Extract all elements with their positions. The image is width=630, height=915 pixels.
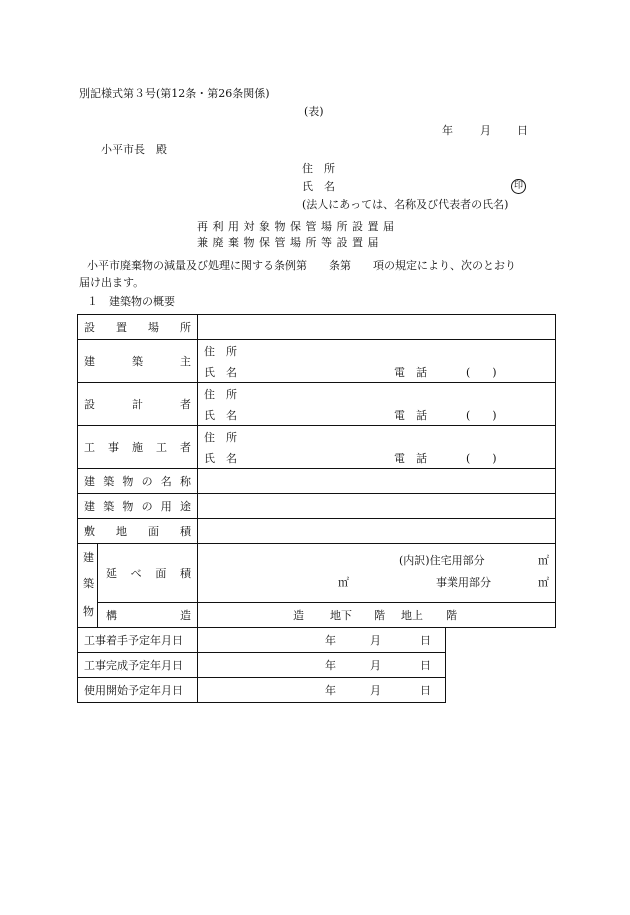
row-floor-area — [78, 544, 556, 603]
addressee: 小平市長 殿 — [101, 143, 167, 156]
row-owner — [78, 340, 556, 383]
structure-label: 構 造 — [98, 603, 198, 628]
row-start-date — [78, 628, 556, 653]
basement-label: 地下 — [330, 609, 352, 622]
use-month-label: 月 — [370, 684, 381, 697]
use-year-label: 年 — [325, 684, 336, 697]
blank-cell — [446, 678, 556, 703]
above-ground-floors-label: 階 — [446, 609, 457, 622]
designer-phone-label: 電 話 — [394, 409, 427, 422]
owner-field[interactable] — [198, 340, 556, 383]
business-part-label: 事業用部分 — [436, 576, 491, 589]
row-site-area — [78, 519, 556, 544]
completion-day-label: 日 — [420, 659, 431, 672]
row-contractor — [78, 426, 556, 469]
row-designer — [78, 383, 556, 426]
section-heading: １ 建築物の概要 — [87, 295, 175, 308]
owner-name-label: 氏 名 — [204, 366, 237, 379]
applicant-name-label: 氏 名 — [302, 180, 335, 193]
floor-area-label: 延 べ 面 積 — [98, 544, 198, 603]
location-label: 設 置 場 所 — [78, 315, 198, 340]
building-use-label: 建 築 物 の 用 途 — [78, 494, 198, 519]
start-year-label: 年 — [325, 634, 336, 647]
designer-field[interactable] — [198, 383, 556, 426]
applicant-address-label: 住 所 — [302, 162, 335, 175]
use-start-date-label: 使用開始予定年月日 — [78, 678, 198, 703]
building-overview-table — [77, 314, 556, 703]
use-start-date-field[interactable] — [198, 678, 446, 703]
completion-year-label: 年 — [325, 659, 336, 672]
intro-line2: 届け出ます。 — [79, 276, 145, 289]
contractor-label: 工 事 施 工 者 — [78, 426, 198, 469]
row-completion-date — [78, 653, 556, 678]
residential-part-label: (内訳)住宅用部分 — [399, 554, 485, 567]
row-location — [78, 315, 556, 340]
document-title-line1: 再 利 用 対 象 物 保 管 場 所 設 置 届 — [197, 220, 395, 233]
above-ground-label: 地上 — [401, 609, 423, 622]
business-sqm: ㎡ — [538, 576, 549, 589]
form-side: (表) — [304, 105, 324, 118]
start-date-field[interactable] — [198, 628, 446, 653]
intro-line1: 小平市廃棄物の減量及び処理に関する条例第 条第 項の規定により、次のとおり — [87, 259, 516, 272]
contractor-phone-label: 電 話 — [394, 452, 427, 465]
designer-label: 設 計 者 — [78, 383, 198, 426]
building-use-field[interactable] — [198, 494, 556, 519]
completion-month-label: 月 — [370, 659, 381, 672]
designer-address-label: 住 所 — [204, 388, 237, 401]
use-day-label: 日 — [420, 684, 431, 697]
row-building-name — [78, 469, 556, 494]
building-name-field[interactable] — [198, 469, 556, 494]
corporate-note: (法人にあっては、名称及び代表者の氏名) — [302, 198, 509, 211]
completion-date-field[interactable] — [198, 653, 446, 678]
start-day-label: 日 — [420, 634, 431, 647]
location-field[interactable] — [198, 315, 556, 340]
row-use-start-date — [78, 678, 556, 703]
structure-field[interactable] — [198, 603, 556, 628]
blank-cell — [446, 628, 556, 653]
row-structure — [78, 603, 556, 628]
basement-floors-label: 階 — [374, 609, 385, 622]
building-vertical-label: 建 築 物 — [78, 544, 98, 628]
owner-address-label: 住 所 — [204, 345, 237, 358]
contractor-name-label: 氏 名 — [204, 452, 237, 465]
form-number: 別記様式第３号(第12条・第26条関係) — [79, 87, 270, 100]
blank-cell — [446, 653, 556, 678]
designer-phone-paren: ( ) — [466, 409, 497, 422]
document-title-line2: 兼 廃 棄 物 保 管 場 所 等 設 置 届 — [197, 236, 379, 249]
row-building-use — [78, 494, 556, 519]
contractor-field[interactable] — [198, 426, 556, 469]
owner-label: 建 築 主 — [78, 340, 198, 383]
contractor-phone-paren: ( ) — [466, 452, 497, 465]
structure-type-label: 造 — [293, 609, 304, 622]
start-date-label: 工事着手予定年月日 — [78, 628, 198, 653]
total-sqm: ㎡ — [338, 576, 349, 589]
building-name-label: 建 築 物 の 名 称 — [78, 469, 198, 494]
seal-icon: 印 — [511, 179, 526, 194]
designer-name-label: 氏 名 — [204, 409, 237, 422]
floor-area-field[interactable] — [198, 544, 556, 603]
contractor-address-label: 住 所 — [204, 431, 237, 444]
site-area-label: 敷 地 面 積 — [78, 519, 198, 544]
site-area-field[interactable] — [198, 519, 556, 544]
residential-sqm: ㎡ — [538, 554, 549, 567]
date-day: 日 — [517, 124, 528, 137]
owner-phone-label: 電 話 — [394, 366, 427, 379]
date-month: 月 — [480, 124, 491, 137]
completion-date-label: 工事完成予定年月日 — [78, 653, 198, 678]
start-month-label: 月 — [370, 634, 381, 647]
date-year: 年 — [442, 124, 453, 137]
owner-phone-paren: ( ) — [466, 366, 497, 379]
